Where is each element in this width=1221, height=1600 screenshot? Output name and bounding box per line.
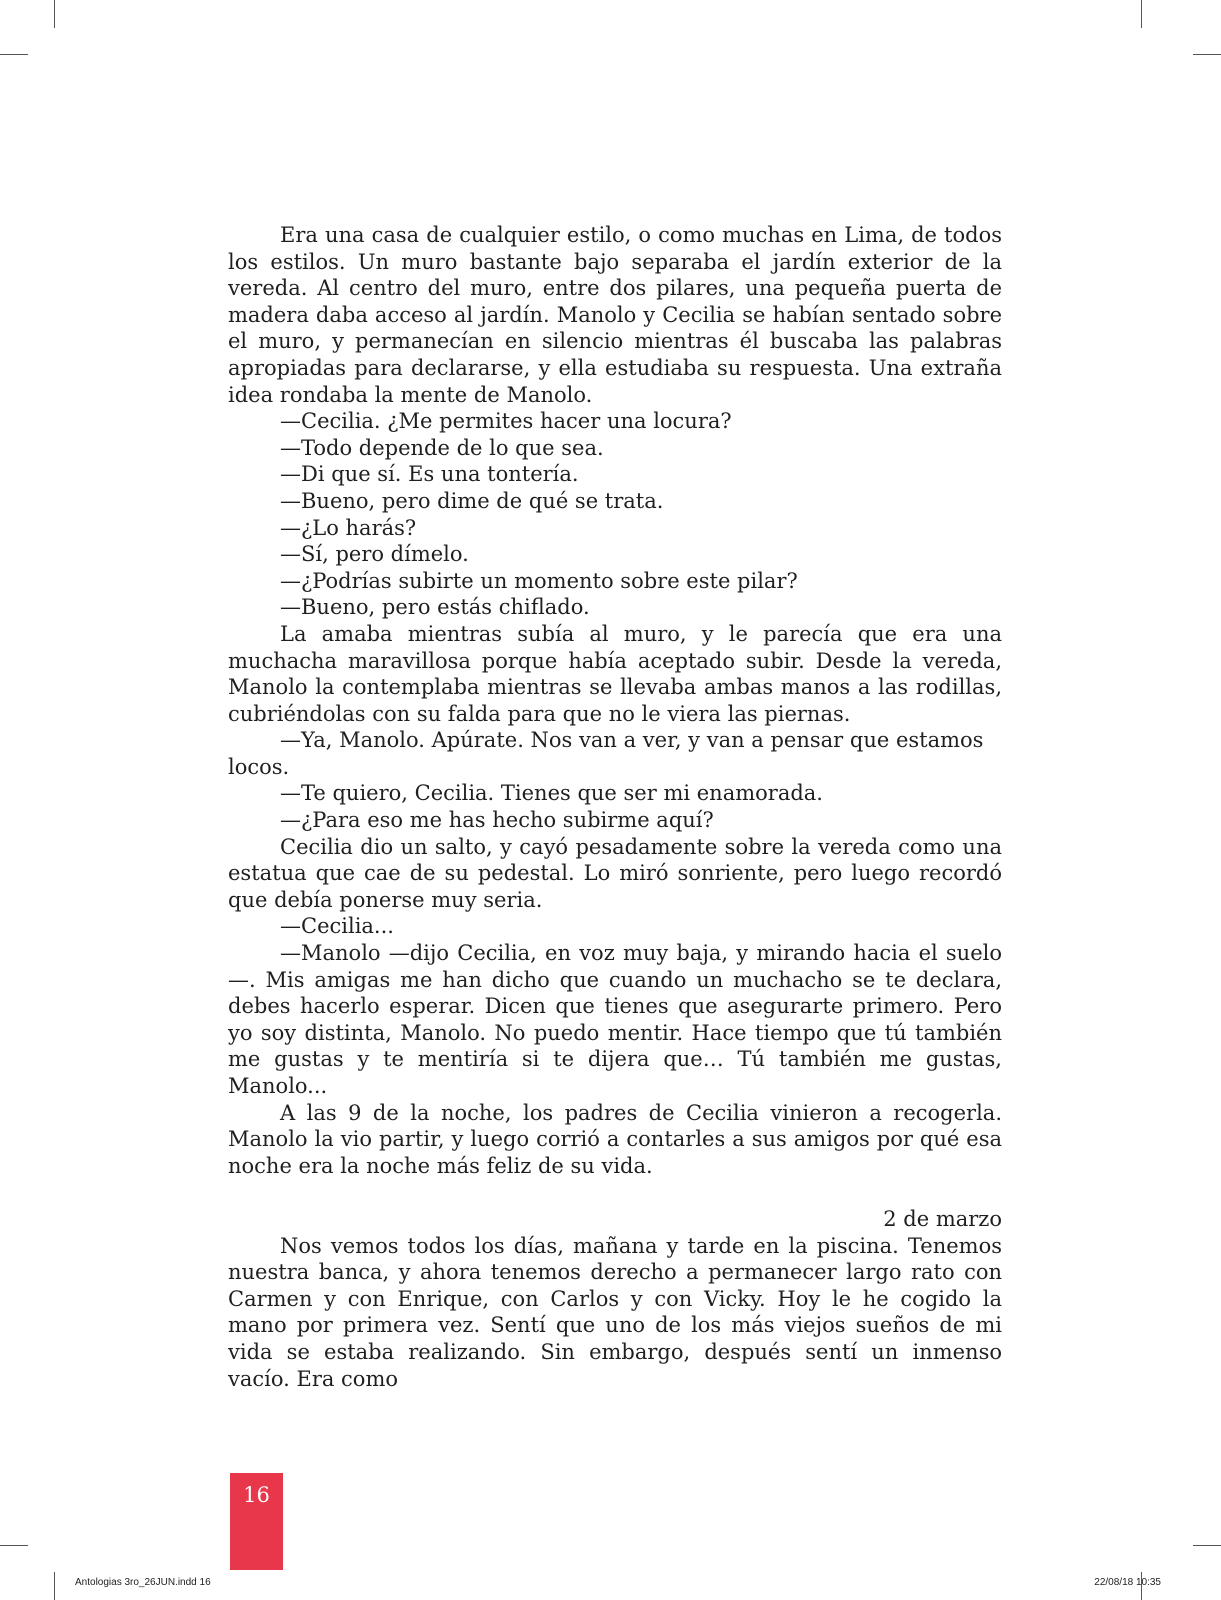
dialog-line: —Cecilia... — [280, 914, 394, 939]
dialog-line: —Todo depende de lo que sea. — [280, 435, 604, 460]
paragraph: A las 9 de la noche, los padres de Cecilia vinieron a recogerla. Manolo la vio partir, y luego corrió a contarles a sus amigos por qué esa noche era la noche más feliz de su vida. — [228, 1100, 1002, 1178]
dialog-line: —Cecilia. ¿Me permites hacer una locura? — [280, 409, 732, 434]
paragraph: Nos vemos todos los días, mañana y tarde en la piscina. Tenemos nuestra banca, y ahora tenemos derecho a permanecer largo rato con Carmen y con Enrique, con Carlos y con Vicky. Hoy le he cogido la mano por primera vez. Sentí que uno de los más viejos sueños de mi vida se estaba realizando. Sin embargo, después sentí un inmenso vacío. Era como — [228, 1233, 1002, 1391]
dialog-line: —Ya, Manolo. Apúrate. Nos van a ver, y van a pensar que estamos locos. — [228, 728, 984, 779]
crop-mark-right-top — [1193, 54, 1221, 55]
dialog-line: —¿Lo harás? — [280, 515, 417, 540]
page-number-tab — [230, 1473, 283, 1570]
crop-mark-left-bottom — [0, 1545, 28, 1546]
crop-mark-left-top — [0, 54, 28, 55]
footer-file-slug: Antologias 3ro_26JUN.indd 16 — [75, 1577, 211, 1588]
date-heading: 2 de marzo — [883, 1206, 1002, 1231]
dialog-line: —Bueno, pero estás chiflado. — [280, 595, 590, 620]
footer-timestamp: 22/08/18 10:35 — [1094, 1577, 1161, 1588]
crop-mark-bottom-left — [54, 1572, 55, 1600]
crop-mark-top-right — [1141, 0, 1142, 28]
paragraph: Era una casa de cualquier estilo, o como muchas en Lima, de todos los estilos. Un muro bastante bajo separaba el jardín exterior de la vereda. Al centro del muro, entre dos pilares, una pequeña puerta de madera daba acceso al jardín. Manolo y Cecilia se habían sentado sobre el muro, y permanecían en silencio mientras él buscaba las palabras apropiadas para declararse, y ella estudiaba su respuesta. Una extraña idea rondaba la mente de Manolo. — [228, 223, 1002, 407]
dialog-line: —Sí, pero dímelo. — [280, 542, 469, 567]
paragraph: —Manolo —dijo Cecilia, en voz muy baja, y mirando hacia el suelo—. Mis amigas me han dicho que cuando un muchacho se te declara, debes hacerlo esperar. Dicen que tienes que asegurarte primero. Pero yo soy distinta, Manolo. No puedo mentir. Hace tiempo que tú también me gustas y te mentiría si te dijera que… Tú también me gustas, Manolo... — [228, 941, 1002, 1098]
paragraphs-before-date — [228, 222, 1002, 1179]
paragraph: La amaba mientras subía al muro, y le parecía que era una muchacha maravillosa porque había aceptado subir. Desde la vereda, Manolo la contemplaba mientras se llevaba ambas manos a las rodillas, cubriéndolas con su falda para que no le viera las piernas. — [228, 621, 1002, 726]
paragraphs-after-date — [228, 1233, 1002, 1393]
dialog-line: —Di que sí. Es una tontería. — [280, 462, 579, 487]
crop-mark-top-left — [54, 0, 55, 28]
dialog-line: —¿Para eso me has hecho subirme aquí? — [280, 808, 714, 833]
body-text — [228, 222, 1002, 1392]
dialog-line: —¿Podrías subirte un momento sobre este pilar? — [280, 568, 798, 593]
page-number: 16 — [243, 1483, 270, 1507]
dialog-line: —Te quiero, Cecilia. Tienes que ser mi enamorada. — [280, 781, 823, 806]
crop-mark-right-bottom — [1193, 1545, 1221, 1546]
paragraph: Cecilia dio un salto, y cayó pesadamente sobre la vereda como una estatua que cae de su pedestal. Lo miró sonriente, pero luego recordó que debía ponerse muy seria. — [228, 834, 1002, 912]
dialog-line: —Bueno, pero dime de qué se trata. — [280, 488, 664, 513]
